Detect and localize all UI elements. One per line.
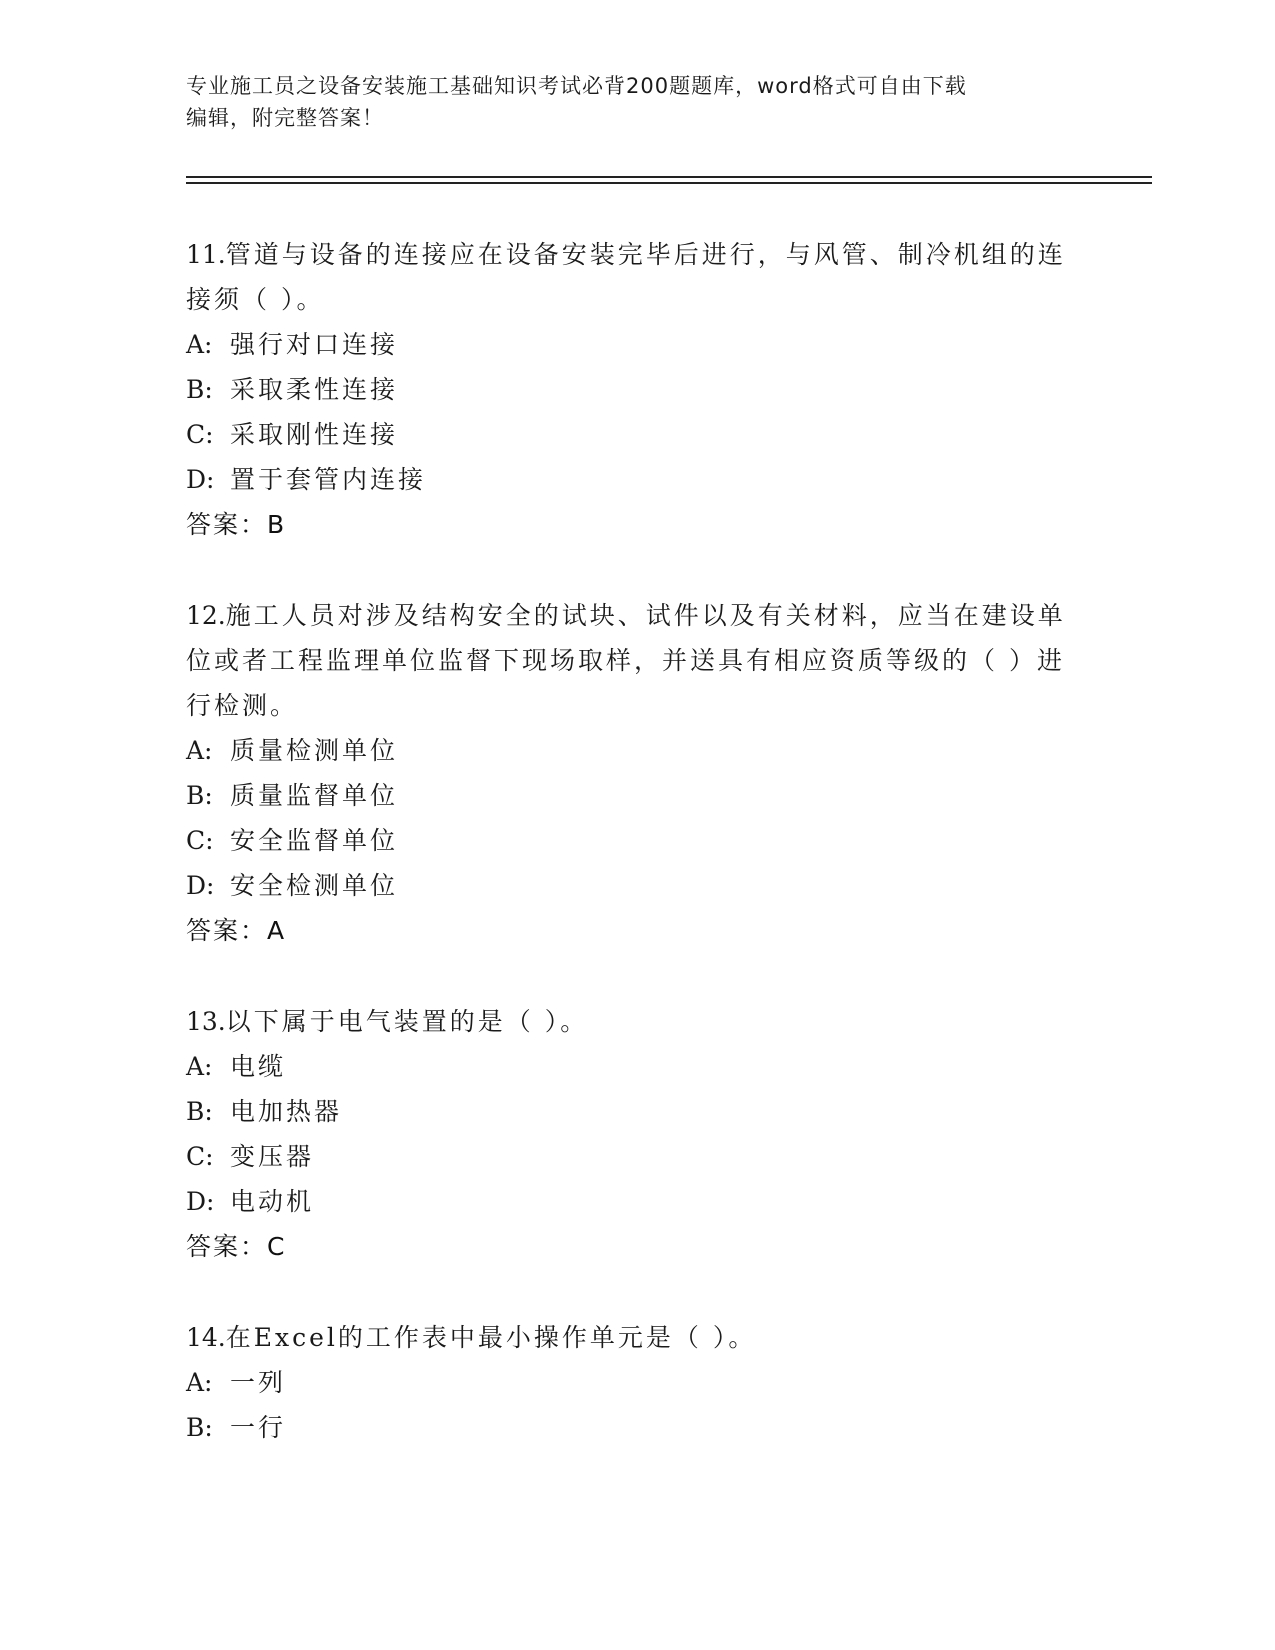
option-key: A: bbox=[186, 1368, 213, 1397]
option-key: A: bbox=[186, 736, 213, 765]
question-number: 13. bbox=[186, 1007, 226, 1036]
option-d bbox=[186, 457, 1066, 502]
option-key: A: bbox=[186, 1052, 213, 1081]
question-body: 管道与设备的连接应在设备安装完毕后进行，与风管、制冷机组的连接须（ ）。 bbox=[186, 240, 1066, 314]
option-text: 采取柔性连接 bbox=[230, 375, 399, 404]
question-body: 施工人员对涉及结构安全的试块、试件以及有关材料，应当在建设单位或者工程监理单位监督下现场取样，并送具有相应资质等级的（ ）进行检测。 bbox=[186, 601, 1066, 720]
option-text: 质量监督单位 bbox=[230, 781, 399, 810]
option-b bbox=[186, 773, 1066, 818]
option-key: B: bbox=[186, 375, 213, 404]
option-key: A: bbox=[186, 330, 213, 359]
question-number: 12. bbox=[186, 601, 226, 630]
option-text: 采取刚性连接 bbox=[230, 420, 399, 449]
question-text bbox=[186, 232, 1066, 322]
option-text: 一行 bbox=[230, 1413, 287, 1442]
question-text bbox=[186, 999, 1066, 1044]
option-text: 安全检测单位 bbox=[230, 871, 399, 900]
question-number: 11. bbox=[186, 240, 226, 269]
question-item bbox=[186, 999, 1066, 1269]
option-b bbox=[186, 1089, 1066, 1134]
question-body: 在Excel的工作表中最小操作单元是（ ）。 bbox=[225, 1323, 757, 1352]
question-body: 以下属于电气装置的是（ ）。 bbox=[225, 1007, 589, 1036]
option-text: 一列 bbox=[230, 1368, 287, 1397]
header-divider-top bbox=[186, 176, 1152, 178]
option-text: 置于套管内连接 bbox=[230, 465, 427, 494]
answer-line: 答案：A bbox=[186, 916, 287, 945]
option-text: 电动机 bbox=[230, 1187, 315, 1216]
option-d bbox=[186, 1179, 1066, 1224]
option-d bbox=[186, 863, 1066, 908]
header-line-1: 专业施工员之设备安装施工基础知识考试必背200题题库，word格式可自由下载 bbox=[186, 74, 967, 98]
option-a bbox=[186, 322, 1066, 367]
option-text: 强行对口连接 bbox=[230, 330, 399, 359]
option-text: 安全监督单位 bbox=[230, 826, 399, 855]
answer-line: 答案：C bbox=[186, 1232, 287, 1261]
option-key: D: bbox=[186, 871, 215, 900]
option-text: 电缆 bbox=[230, 1052, 287, 1081]
option-key: C: bbox=[186, 420, 214, 449]
header-divider-bottom bbox=[186, 182, 1152, 184]
header-line-2: 编辑，附完整答案！ bbox=[186, 106, 384, 130]
option-b bbox=[186, 1405, 1066, 1450]
question-number: 14. bbox=[186, 1323, 226, 1352]
option-c bbox=[186, 1134, 1066, 1179]
option-a bbox=[186, 728, 1066, 773]
option-text: 质量检测单位 bbox=[230, 736, 399, 765]
document-header bbox=[186, 70, 1066, 134]
answer-line: 答案：B bbox=[186, 510, 287, 539]
question-item bbox=[186, 232, 1066, 547]
option-text: 电加热器 bbox=[230, 1097, 343, 1126]
option-key: D: bbox=[186, 465, 215, 494]
question-list bbox=[186, 232, 1066, 1496]
option-key: B: bbox=[186, 1097, 213, 1126]
option-a bbox=[186, 1044, 1066, 1089]
option-c bbox=[186, 412, 1066, 457]
question-text bbox=[186, 1315, 1066, 1360]
option-c bbox=[186, 818, 1066, 863]
option-key: B: bbox=[186, 1413, 213, 1442]
question-item bbox=[186, 593, 1066, 953]
question-item bbox=[186, 1315, 1066, 1450]
option-key: D: bbox=[186, 1187, 215, 1216]
option-key: C: bbox=[186, 1142, 214, 1171]
question-text bbox=[186, 593, 1066, 728]
option-text: 变压器 bbox=[230, 1142, 315, 1171]
option-b bbox=[186, 367, 1066, 412]
option-key: B: bbox=[186, 781, 213, 810]
option-key: C: bbox=[186, 826, 214, 855]
option-a bbox=[186, 1360, 1066, 1405]
